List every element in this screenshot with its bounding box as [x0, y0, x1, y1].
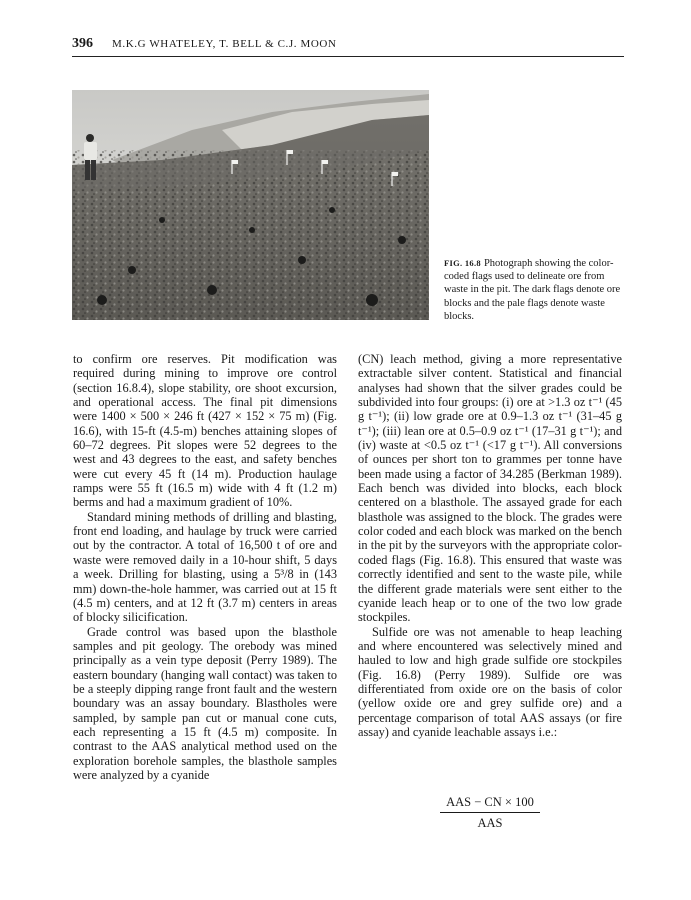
page-header — [72, 36, 624, 57]
running-head: M.K.G WHATELEY, T. BELL & C.J. MOON — [112, 38, 337, 50]
page-number: 396 — [72, 36, 93, 51]
figure-caption — [444, 257, 624, 323]
paragraph-grade-control: Grade control was based upon the blasthole samples and pit geology. The orebody was mined principally as a vein type deposit (Perry 1989). The eastern boundary (hanging wall contact) was taken to be a steeply dipping range front fault and the western boundary was an assay boundary. Blastholes were sampled, by sample pan cut or manual cone cuts, each representing a 15 ft (4.5 m) composite. In contrast to the AAS analytical method used on the exploration borehole samples, the blasthole samples were analyzed by a cyanide — [73, 624, 337, 782]
pit-photograph — [72, 90, 429, 320]
paragraph-mining-methods: Standard mining methods of drilling and blasting, front end loading, and haulage by truck were carried out by the contractor. A total of 16,500 t of ore and waste were removed daily in a 10-hour shift, 5 days a week. Drilling for blasting, using a 5³/8 in (143 mm) down-the-hole hammer, was carried out at 15 ft (4.5 m) centers, and at 12 ft (3.7 m) centers in areas of blocky silicification. — [73, 509, 337, 625]
paragraph-pit-dimensions: to confirm ore reserves. Pit modification was required during mining to improve ore control (section 16.8.4), slope stability, ore shoot excursion, and operational access. The final pit dimensions were 1400 × 500 × 246 ft (427 × 152 × 75 m) (Fig. 16.6), with 15-ft (4.5-m) benches attaining slopes of 60–72 degrees. Pit slopes were 52 degrees to the west and 43 degrees to the east, and safety benches were cut every 45 ft (14 m). Production haulage ramps were 55 ft (16.5 m) wide with 4 ft (1.2 m) berms and had a maximum gradient of 10%. — [73, 352, 337, 510]
equation-numerator: AAS − CN × 100 — [440, 795, 540, 813]
paragraph-cn-leach: (CN) leach method, giving a more representative extractable silver content. Statistical and financial analyses had shown that the silver grades could be subdivided into four groups: (i) ore at >1.3 oz t⁻¹ (45 g t⁻¹); (ii) low grade ore at 0.9–1.3 oz t⁻¹ (31–45 g t⁻¹); (iii) lean ore at 0.5–0.9 oz t⁻¹ (17–31 g t⁻¹); and (iv) waste at <0.5 oz t⁻¹ (<17 g t⁻¹). All conversions of ounces per short ton to grammes per tonne have been made using a factor of 34.285 (Berkman 1989). Each bench was divided into blocks, each block centered on a blasthole. The assayed grade for each blasthole was assigned to the block. The grades were color coded and each block was marked on the bench in the pit by the surveyors with the appropriate color-coded flags (Fig. 16.8). This ensured that waste was correctly identified and sent to the waste pile, while the different grade materials were sent either to the cyanide leach heap or to one of the two low grade stockpiles. — [358, 352, 622, 625]
figure-label: FIG. 16.8 — [444, 258, 481, 268]
equation-sulfide-ratio — [440, 795, 540, 831]
pit-photo-illustration — [72, 90, 429, 320]
left-column — [73, 352, 337, 782]
paragraph-sulfide-ore: Sulfide ore was not amenable to heap leaching and where encountered was selectively mined and hauled to low and high grade sulfide ore stockpiles (Fig. 16.8) (Perry 1989). Sulfide ore was differentiated from oxide ore on the basis of color (yellow oxide ore and grey sulfide ore) and a percentage comparison of total AAS assays (or fire assay) and cyanide leachable assays i.e.: — [358, 624, 622, 739]
figure-caption-text: Photograph showing the color-coded flags used to delineate ore from waste in the pit. The dark flags denote ore blocks and the pale flags denote waste blocks. — [444, 258, 621, 322]
equation-denominator: AAS — [477, 816, 503, 830]
right-column — [358, 352, 622, 739]
